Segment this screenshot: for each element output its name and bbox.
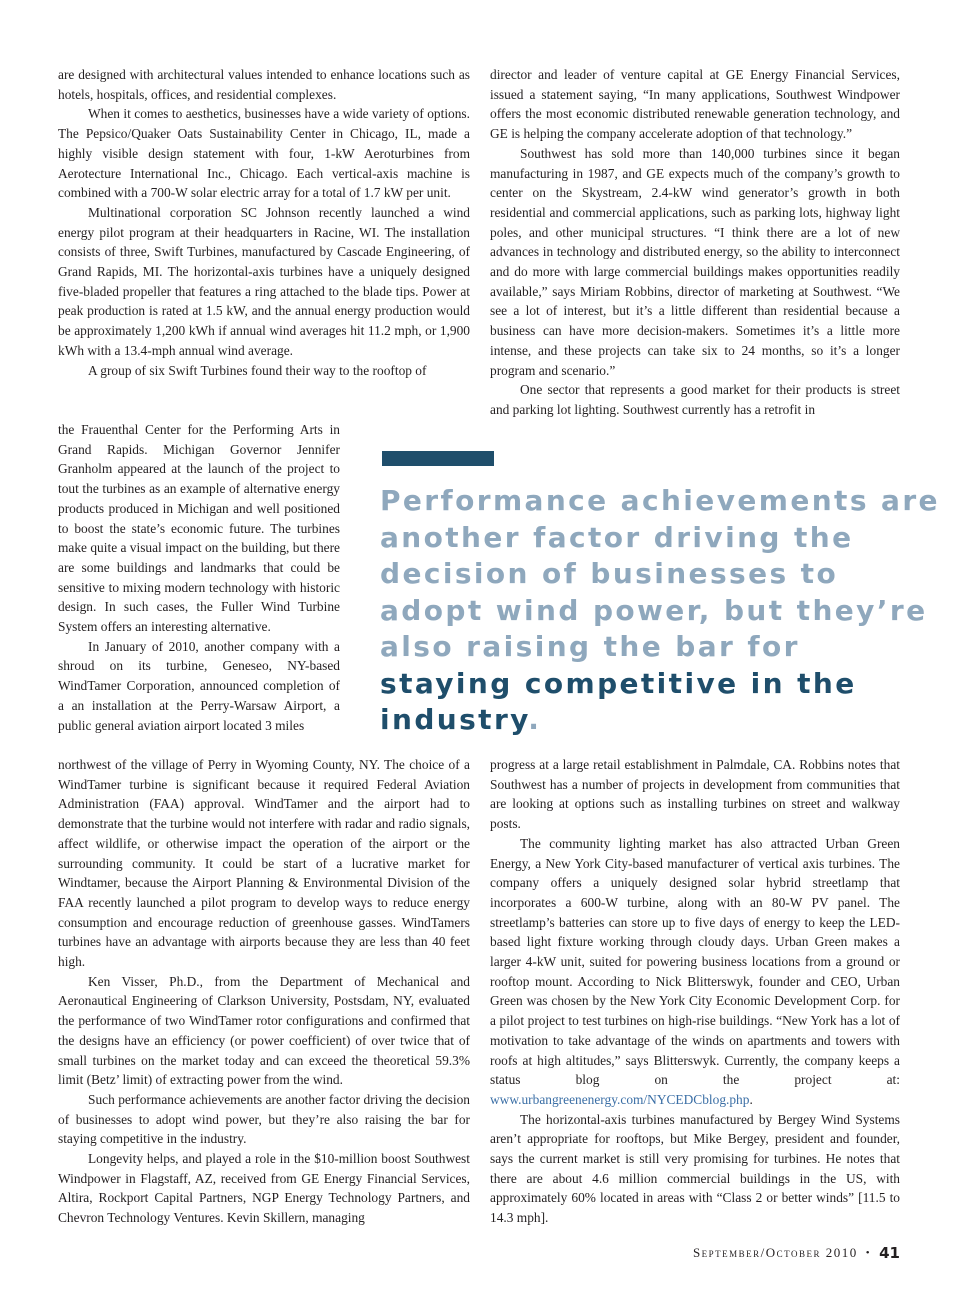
paragraph: the Frauenthal Center for the Performing Arts in Grand Rapids. Michigan Governor Jennifer Granholm appeared at the launch of the project to tout the turbines as an example of alternative energy products produced in Michigan and well positioned to boost the state’s economic future. The turbines make quite a visual impact on the building, but there are some buildings and landmarks that could be sensitive to mixing modern technology with historic design. In such cases, the Fuller Wind Turbine System offers an interesting alternative. [58,422,340,635]
left-column-wrapped [58,420,340,735]
paragraph: The horizontal-axis turbines manufactured by Bergey Wind Systems aren’t appropriate for rooftops, but Mike Bergey, president and founder, says the current market is still very promising for turbines. He notes that there are about 4.6 million commercial buildings in the US, with approximately 60% located in areas with “Class 2 or better winds” [11.5 to 14.3 mph]. [490,1111,900,1226]
paragraph: Longevity helps, and played a role in the $10-million boost Southwest Windpower in Flagstaff, AZ, received from GE Energy Financial Services, Altira, Rockport Capital Partners, NGP Energy Technology Partners, and Chevron Technology Ventures. Kevin Skillern, managing [58,1151,470,1226]
pull-quote [380,483,940,739]
paragraph: Southwest has sold more than 140,000 turbines since it began manufacturing in 1987, and GE expects much of the company’s growth to center on the Skystream, 2.4-kW wind generator’s growth in both residential and commercial applications, such as parking lots, highway light poles, and other municipal structures. “I think there are a lot of new advances in technology and distributed energy, so the ability to interconnect and do more with large commercial buildings makes opportunities readily available,” says Miriam Robbins, director of marketing at Southwest. “We see a lot of interest, but it’s a little different than residential because a business can have more decision-makers. Sometimes it’s a little more intense, and these projects can take six to 24 months, so it’s a longer program and scenario.” [490,145,900,378]
paragraph: progress at a large retail establishment in Palmdale, CA. Robbins notes that Southwest has a number of projects in development from communities that are looking at options such as installing turbines on street and walkway posts. [490,757,900,832]
pull-quote-text: Performance achievements are another factor driving the decision of businesses to adopt wind power, but they’re also raising the bar for [380,484,940,663]
blog-link[interactable]: www.urbangreenenergy.com/NYCEDCblog.php [490,1091,750,1107]
paragraph [490,834,900,1110]
paragraph: Ken Visser, Ph.D., from the Department of Mechanical and Aeronautical Engineering of Clarkson University, Postsdam, NY, evaluated the performance of two WindTamer rotor configurations and confirmed that the designs have an efficiency (or power coefficient) of over twice that of small turbines on the market today and can exceed the theoretical 59.3% limit (Betz’ limit) of extracting power from the wind. [58,973,470,1088]
right-column-bottom [490,755,900,1228]
bullet-separator: • [865,1247,872,1259]
paragraph: When it comes to aesthetics, businesses have a wide variety of options. The Pepsico/Quaker Oats Sustainability Center in Chicago, IL, made a highly visible design statement with four, 1-kW Aeroturbines from Aerotecture International Inc., Chicago. Each vertical-axis machine is combined with a 700-W solar electric array for a total of 1.7 kW per unit. [58,106,470,201]
paragraph: Such performance achievements are another factor driving the decision of businesses to adopt wind power, but they’re also raising the bar for staying competitive in the industry. [58,1091,470,1147]
pull-quote-emphasis: staying competitive in the industry [380,666,857,736]
left-column-bottom [58,755,470,1228]
paragraph-end: . [749,1091,753,1107]
paragraph: are designed with architectural values intended to enhance locations such as hotels, hospitals, offices, and residential complexes. [58,67,470,102]
paragraph: Multinational corporation SC Johnson recently launched a wind energy pilot program at their headquarters in Racine, WI. The installation consists of three, Swift Turbines, manufactured by Cascade Engineering, of Grand Rapids, MI. The horizontal-axis turbines have a uniquely designed five-bladed propeller that features a ring attached to the blade tips. Power at peak production is rated at 1.5 kW, and the annual energy production would be approximately 1,200 kWh if annual wind averages hit 11.2 mph, or 1,900 kWh with a 13.4-mph annual wind average. [58,204,470,358]
paragraph: northwest of the village of Perry in Wyoming County, NY. The choice of a WindTamer turbine is significant because it required Federal Aviation Administration (FAA) approval. WindTamer and the airport had to demonstrate that the turbine would not interfere with radar and radio signals, affect wildlife, or otherwise impact the operation of the airport or the surrounding community. It could be start of a lucrative market for Windtamer, because the Airport Planning & Environmental Division of the FAA recently launched a pilot program to develop ways to reduce energy consumption and encourage reduction of greenhouse gasses. WindTamers turbines have an advantage with airports because they are less than 40 feet high. [58,757,470,970]
paragraph: A group of six Swift Turbines found their way to the rooftop of [88,362,427,378]
issue-date: September/October 2010 [692,1245,858,1260]
page-folio [693,1244,900,1262]
right-column-top [490,65,900,420]
pull-quote-end: . [528,703,542,736]
paragraph-text: The community lighting market has also attracted Urban Green Energy, a New York City-based manufacturer of vertical axis turbines. The company offers a uniquely designed solar hybrid streetlamp that incorporates a 600-W turbine, along with an 80-W PV panel. The streetlamp’s batteries can store up to five days of energy to keep the LED-based light fixture working through cloudy days. Urban Green makes a larger 4-kW unit, suited for powering business locations from a ground or rooftop mount. According to Nick Blitterswyk, founder and CEO, Urban Green was chosen by the New York City Economic Development Corp. for a pilot project to test turbines on high-rise buildings. “New York has a lot of motivation to take advantage of the winds on apartments and towers with roofs at high altitudes,” says Blitterswyk. Currently, the company keeps a status blog on the project at: [490,835,900,1088]
pull-quote-bar [382,451,494,466]
paragraph: In January of 2010, another company with a shroud on its turbine, Geneseo, NY-based WindTamer Corporation, announced completion of a an installation at the Perry-Warsaw Airport, a public general aviation airport located 3 miles [58,638,340,733]
page-number: 41 [879,1244,900,1262]
paragraph: One sector that represents a good market for their products is street and parking lot lighting. Southwest currently has a retrofit in [490,382,900,417]
paragraph: director and leader of venture capital at GE Energy Financial Services, issued a statement saying, “In many applications, Southwest Windpower offers the most economic distributed renewable generation technology, and GE is helping the company accelerate adoption of that technology.” [490,67,900,142]
left-column-top [58,65,470,380]
